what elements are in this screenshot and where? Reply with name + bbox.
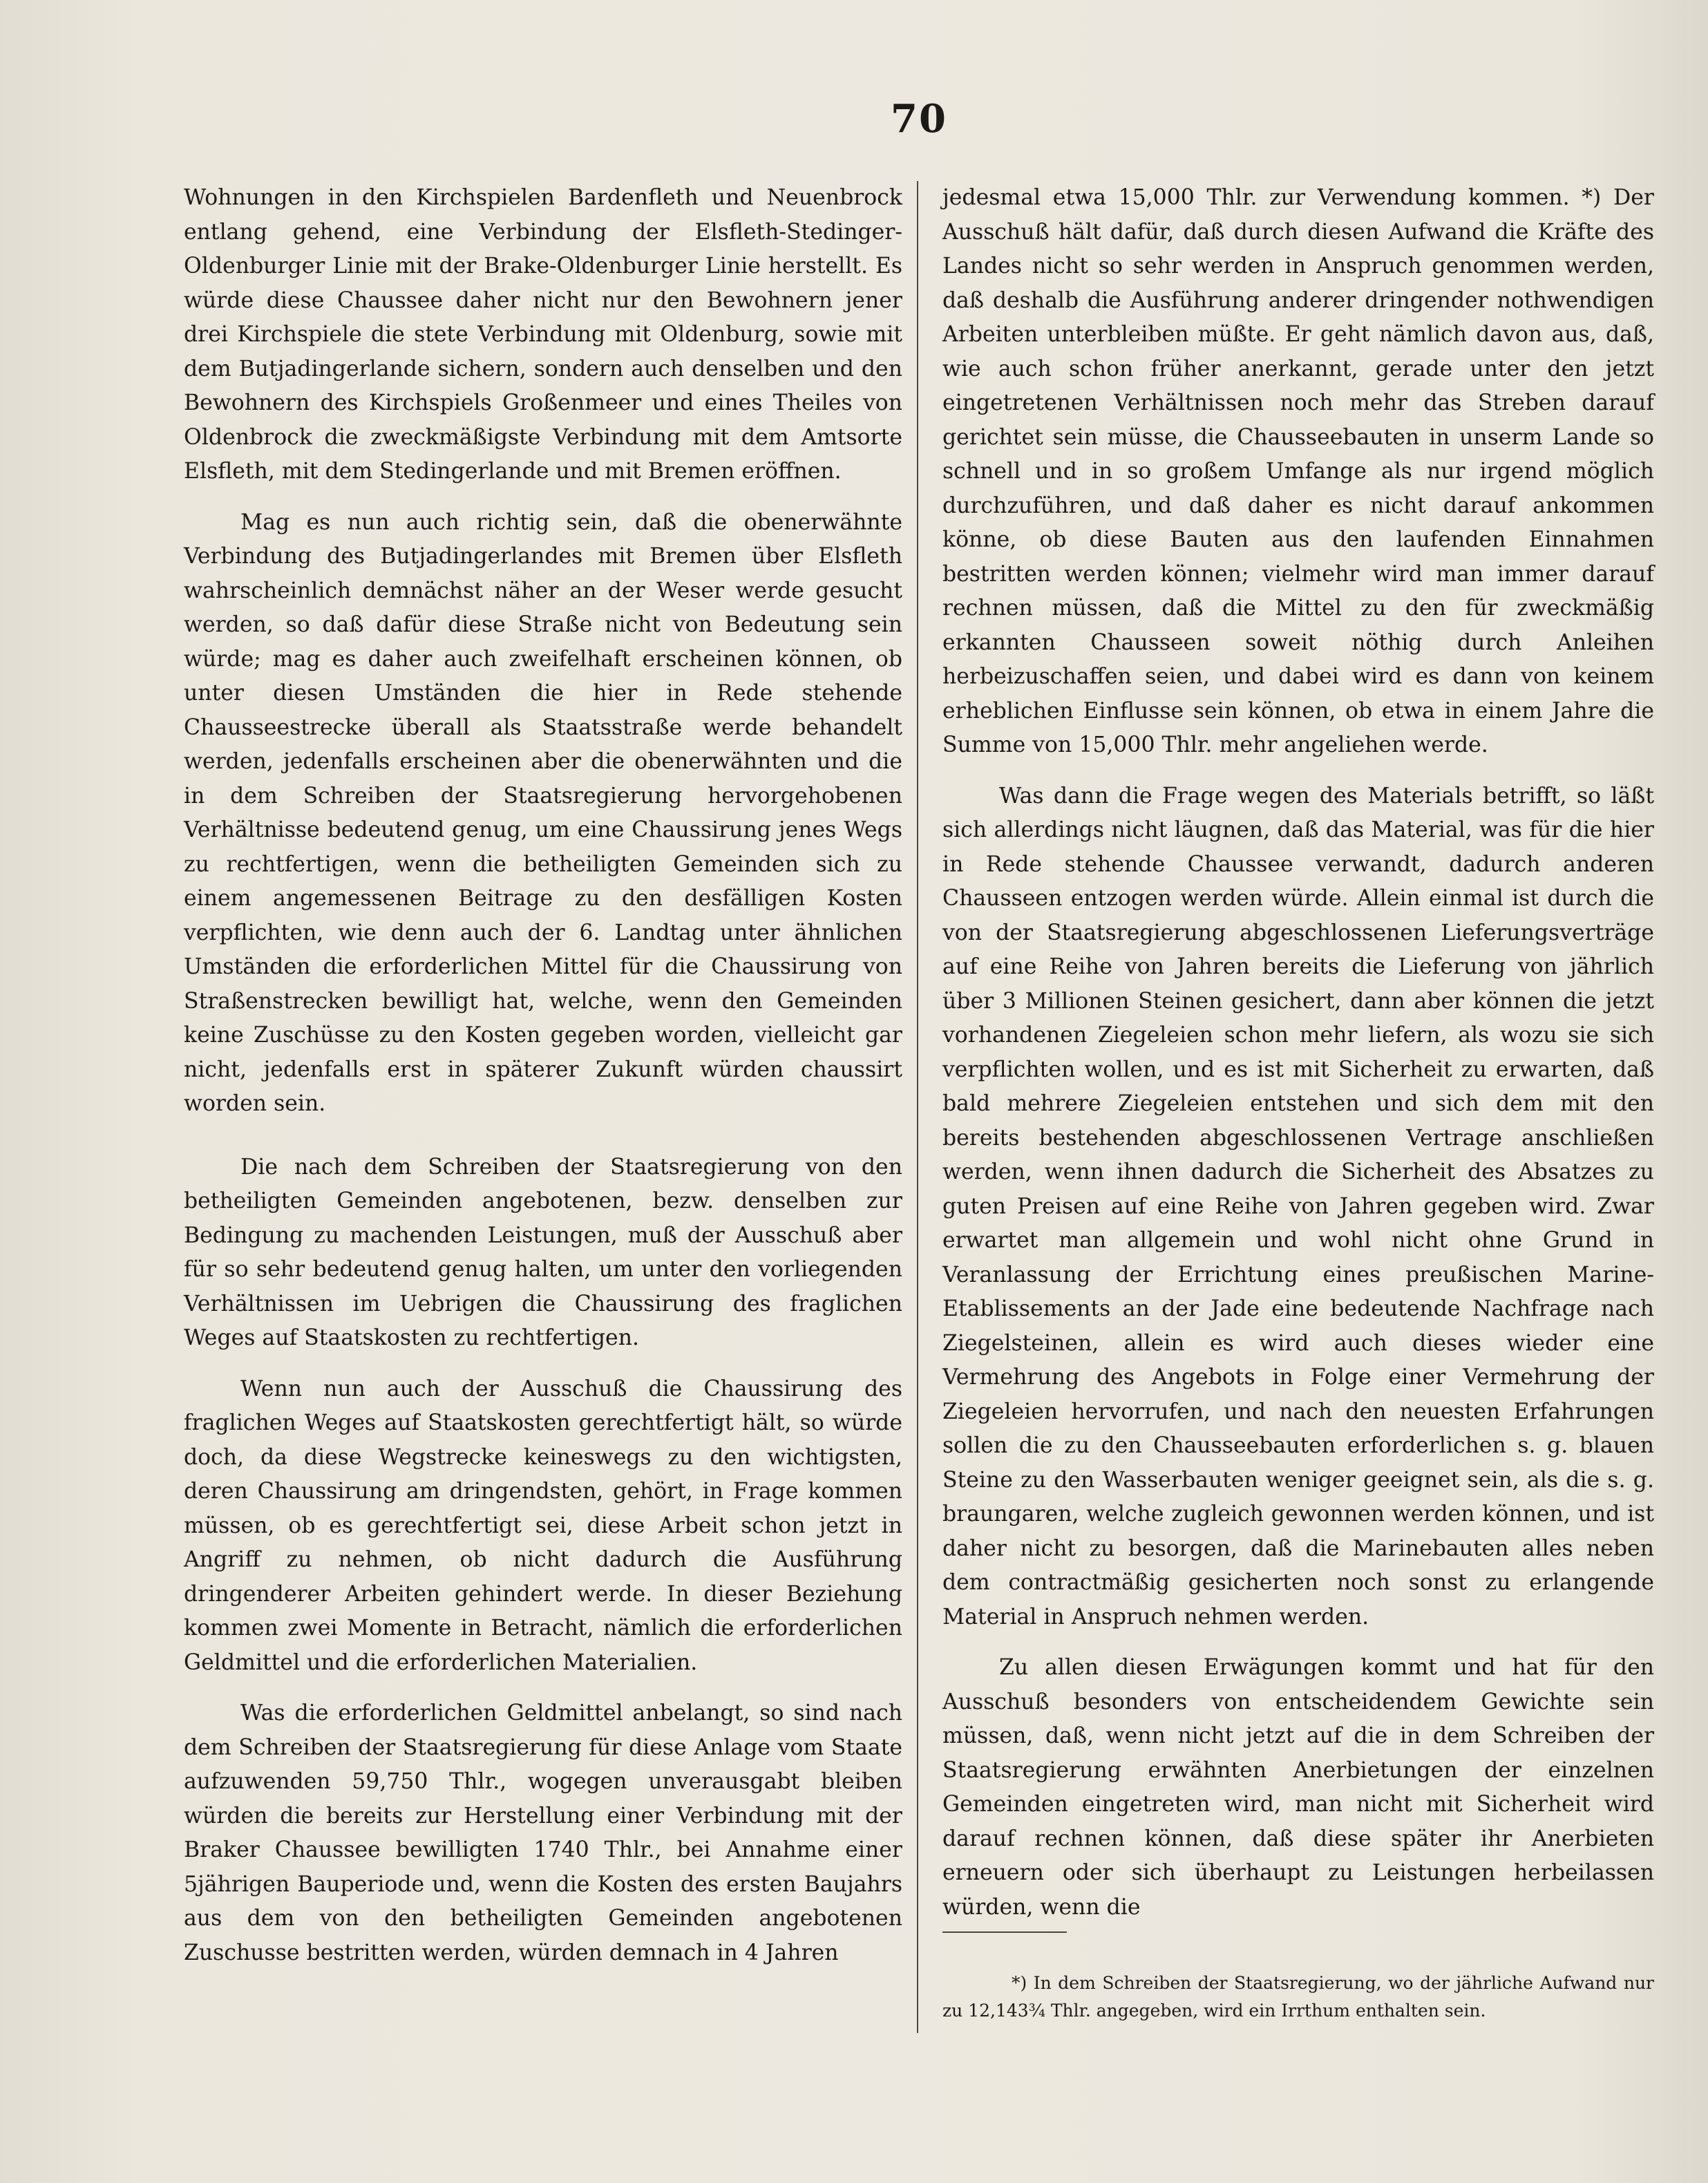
left-column [184,181,902,1970]
column-divider [917,181,918,2033]
footnote-divider [942,1931,1067,1933]
right-column [942,181,1654,1925]
page-number: 70 [891,96,947,142]
paragraph: Was die erforderlichen Geldmittel anbelangt, so sind nach dem Schreiben der Staatsregierung für diese Anlage vom Staate aufzuwenden 59,750 Thlr., wogegen unverausgabt bleiben würden die bereits zur Herstellung einer Verbindung mit der Braker Chaussee bewilligten 1740 Thlr., bei Annahme einer 5jährigen Bauperiode und, wenn die Kosten des ersten Baujahrs aus dem von den betheiligten Gemeinden angebotenen Zuschusse bestritten werden, würden demnach in 4 Jahren [184,1701,902,1965]
paragraph: Die nach dem Schreiben der Staatsregierung von den betheiligten Gemeinden angebotenen, bezw. denselben zur Bedingung zu machenden Leistungen, muß der Ausschuß aber für so sehr bedeutend genug halten, um unter den vorliegenden Verhältnissen im Uebrigen die Chaussirung des fraglichen Weges auf Staatskosten zu rechtfertigen. [184,1154,902,1350]
footnote: *) In dem Schreiben der Staatsregierung, wo der jährliche Aufwand nur zu 12,143¾ Thlr. angegeben, wird ein Irrthum enthalten sein. [942,1973,1654,2021]
paragraph: Zu allen diesen Erwägungen kommt und hat für den Ausschuß besonders von entscheidendem Gewichte sein müssen, daß, wenn nicht jetzt auf die in dem Schreiben der Staatsregierung erwähnten Anerbietungen der einzelnen Gemeinden eingetreten wird, man nicht mit Sicherheit wird darauf rechnen können, daß diese später ihr Anerbieten erneuern oder sich überhaupt zu Leistungen herbeilassen würden, wenn die [942,1655,1654,1920]
paragraph: Was dann die Frage wegen des Materials betrifft, so läßt sich allerdings nicht läugnen, daß das Material, was für die hier in Rede stehende Chaussee verwandt, dadurch anderen Chausseen entzogen werden würde. Allein einmal ist durch die von der Staatsregierung abgeschlossenen Lieferungsverträge auf eine Reihe von Jahren bereits die Lieferung von jährlich über 3 Millionen Steinen gesichert, dann aber können die jetzt vorhandenen Ziegeleien schon mehr liefern, als wozu sie sich verpflichten wollen, und es ist mit Sicherheit zu erwarten, daß bald mehrere Ziegeleien entstehen und sich dem mit den bereits bestehenden abgeschlossenen Vertrage anschließen werden, wenn ihnen dadurch die Sicherheit des Absatzes zu guten Preisen auf eine Reihe von Jahren gegeben wird. Zwar erwartet man allgemein und wohl nicht ohne Grund in Veranlassung der Errichtung eines preußischen Marine-Etablissements an der Jade eine bedeutende Nachfrage nach Ziegelsteinen, allein es wird auch dieses wieder eine Vermehrung des Angebots in Folge einer Vermehrung der Ziegeleien hervorrufen, und nach den neuesten Erfahrungen sollen die zu den Chausseebauten erforderlichen s. g. blauen Steine zu den Wasserbauten weniger geeignet sein, als die s. g. braungaren, welche zugleich gewonnen werden können, und ist daher nicht zu besorgen, daß die Marinebauten alles neben dem contractmäßig gesicherten noch sonst zu erlangende Material in Anspruch nehmen werden. [942,783,1654,1629]
paragraph: Mag es nun auch richtig sein, daß die obenerwähnte Verbindung des Butjadingerlandes mit Bremen über Elsfleth wahrscheinlich demnächst näher an der Weser werde gesucht werden, so daß dafür diese Straße nicht von Bedeutung sein würde; mag es daher auch zweifelhaft erscheinen können, ob unter diesen Umständen die hier in Rede stehende Chausseestrecke überall als Staatsstraße werde behandelt werden, jedenfalls erscheinen aber die obenerwähnten und die in dem Schreiben der Staatsregierung hervorgehobenen Verhältnisse bedeutend genug, um eine Chaussirung jenes Wegs zu rechtfertigen, wenn die betheiligten Gemeinden sich zu einem angemessenen Beitrage zu den desfälligen Kosten verpflichten, wie denn auch der 6. Landtag unter ähnlichen Umständen die erforderlichen Mittel für die Chaussirung von Straßenstrecken bewilligt hat, welche, wenn den Gemeinden keine Zuschüsse zu den Kosten gegeben worden, vielleicht gar nicht, jedenfalls erst in späterer Zukunft würden chaussirt worden sein. [184,509,902,1116]
paragraph: Wohnungen in den Kirchspielen Bardenfleth und Neuenbrock entlang gehend, eine Verbindung der Elsfleth-Stedinger-Oldenburger Linie mit der Brake-Oldenburger Linie herstellt. Es würde diese Chaussee daher nicht nur den Bewohnern jener drei Kirchspiele die stete Verbindung mit Oldenburg, sowie mit dem Butjadingerlande sichern, sondern auch denselben und den Bewohnern des Kirchspiels Großenmeer und eines Theiles von Oldenbrock die zweckmäßigste Verbindung mit dem Amtsorte Elsfleth, mit dem Stedingerlande und mit Bremen eröffnen. [184,185,902,484]
paragraph: Wenn nun auch der Ausschuß die Chaussirung des fraglichen Weges auf Staatskosten gerechtfertigt hält, so würde doch, da diese Wegstrecke keineswegs zu den wichtigsten, deren Chaussirung am dringendsten, gehört, in Frage kommen müssen, ob es gerechtfertigt sei, diese Arbeit schon jetzt in Angriff zu nehmen, ob nicht dadurch die Ausführung dringenderer Arbeiten gehindert werde. In dieser Beziehung kommen zwei Momente in Betracht, nämlich die erforderlichen Geldmittel und die erforderlichen Materialien. [184,1376,902,1675]
paragraph: jedesmal etwa 15,000 Thlr. zur Verwendung kommen. *) Der Ausschuß hält dafür, daß durch diesen Aufwand die Kräfte des Landes nicht so sehr werden in Anspruch genommen werden, daß deshalb die Ausführung anderer dringender nothwendigen Arbeiten unterbleiben müßte. Er geht nämlich davon aus, daß, wie auch schon früher anerkannt, gerade unter den jetzt eingetretenen Verhältnissen noch mehr das Streben darauf gerichtet sein müsse, die Chausseebauten in unserm Lande so schnell und in so großem Umfange als nur irgend möglich durchzuführen, und daß daher es nicht darauf ankommen könne, ob diese Bauten aus den laufenden Einnahmen bestritten werden können; vielmehr wird man immer darauf rechnen müssen, daß die Mittel zu den für zweckmäßig erkannten Chausseen soweit nöthig durch Anleihen herbeizuschaffen seien, und dabei wird es dann von keinem erheblichen Einflusse sein können, ob etwa in einem Jahre die Summe von 15,000 Thlr. mehr angeliehen werde. [942,185,1654,757]
